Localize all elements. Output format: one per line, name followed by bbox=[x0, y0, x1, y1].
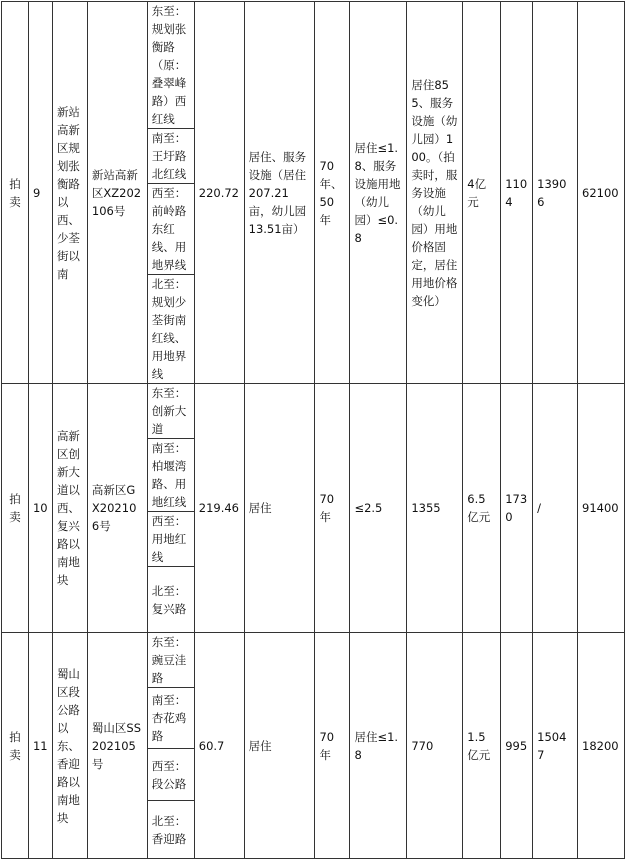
cell-no: 9 bbox=[28, 2, 52, 384]
cell-no: 11 bbox=[28, 633, 52, 859]
cell-location: 新站高新区规划张衡路以西、少荃街以南 bbox=[52, 2, 87, 384]
cell-deposit: 1.5亿元 bbox=[463, 633, 501, 859]
cell-last: 62100 bbox=[578, 2, 625, 384]
cell-last: 18200 bbox=[578, 633, 625, 859]
cell-limit: / bbox=[533, 384, 578, 633]
cell-bound-north: 北至：复兴路 bbox=[147, 567, 194, 633]
cell-deposit: 6.5亿元 bbox=[463, 384, 501, 633]
cell-price: 居住855、服务设施（幼儿园）100。（拍卖时，服务设施（幼儿园）用地价格固定，居住用地价格变化） bbox=[407, 2, 463, 384]
cell-bound-west: 西至：前岭路东红线、用地界线 bbox=[147, 184, 194, 275]
cell-no: 10 bbox=[28, 384, 52, 633]
land-auction-table bbox=[1, 1, 625, 859]
cell-use: 居住、服务设施（居住207.21亩，幼儿园13.51亩） bbox=[244, 2, 315, 384]
cell-method: 拍卖 bbox=[2, 2, 29, 384]
cell-area: 219.46 bbox=[194, 384, 244, 633]
cell-use: 居住 bbox=[244, 384, 315, 633]
cell-bound-east: 东至：创新大道 bbox=[147, 384, 194, 439]
cell-code: 高新区GX202106号 bbox=[87, 384, 147, 633]
cell-last: 91400 bbox=[578, 384, 625, 633]
cell-method: 拍卖 bbox=[2, 384, 29, 633]
cell-use: 居住 bbox=[244, 633, 315, 859]
cell-bound-east: 东至：规划张衡路（原：叠翠峰路）西红线 bbox=[147, 2, 194, 129]
cell-floor-price: 995 bbox=[501, 633, 533, 859]
cell-limit: 15047 bbox=[533, 633, 578, 859]
cell-location: 高新区创新大道以西、复兴路以南地块 bbox=[52, 384, 87, 633]
cell-bound-east: 东至：豌豆洼路 bbox=[147, 633, 194, 688]
cell-bound-west: 西至：段公路 bbox=[147, 749, 194, 801]
cell-code: 新站高新区XZ202106号 bbox=[87, 2, 147, 384]
cell-bound-north: 北至：规划少荃街南红线、用地界线 bbox=[147, 275, 194, 384]
cell-code: 蜀山区SS202105号 bbox=[87, 633, 147, 859]
cell-bound-south: 南至：王圩路北红线 bbox=[147, 129, 194, 184]
cell-limit: 13906 bbox=[533, 2, 578, 384]
cell-floor-price: 1104 bbox=[501, 2, 533, 384]
cell-floor-price: 1730 bbox=[501, 384, 533, 633]
cell-term: 70年 bbox=[315, 633, 350, 859]
cell-price: 1355 bbox=[407, 384, 463, 633]
cell-area: 60.7 bbox=[194, 633, 244, 859]
cell-deposit: 4亿元 bbox=[463, 2, 501, 384]
cell-far: 居住≤1.8 bbox=[350, 633, 407, 859]
cell-bound-north: 北至：香迎路 bbox=[147, 801, 194, 859]
cell-bound-west: 西至：用地红线 bbox=[147, 512, 194, 567]
cell-far: 居住≤1.8、服务设施用地（幼儿园）≤0.8 bbox=[350, 2, 407, 384]
cell-method: 拍卖 bbox=[2, 633, 29, 859]
cell-bound-south: 南至：柏堰湾路、用地红线 bbox=[147, 439, 194, 512]
cell-term: 70年 bbox=[315, 384, 350, 633]
cell-location: 蜀山区段公路以东、香迎路以南地块 bbox=[52, 633, 87, 859]
cell-term: 70年、50年 bbox=[315, 2, 350, 384]
cell-area: 220.72 bbox=[194, 2, 244, 384]
cell-bound-south: 南至：杏花鸡路 bbox=[147, 688, 194, 749]
cell-far: ≤2.5 bbox=[350, 384, 407, 633]
cell-price: 770 bbox=[407, 633, 463, 859]
